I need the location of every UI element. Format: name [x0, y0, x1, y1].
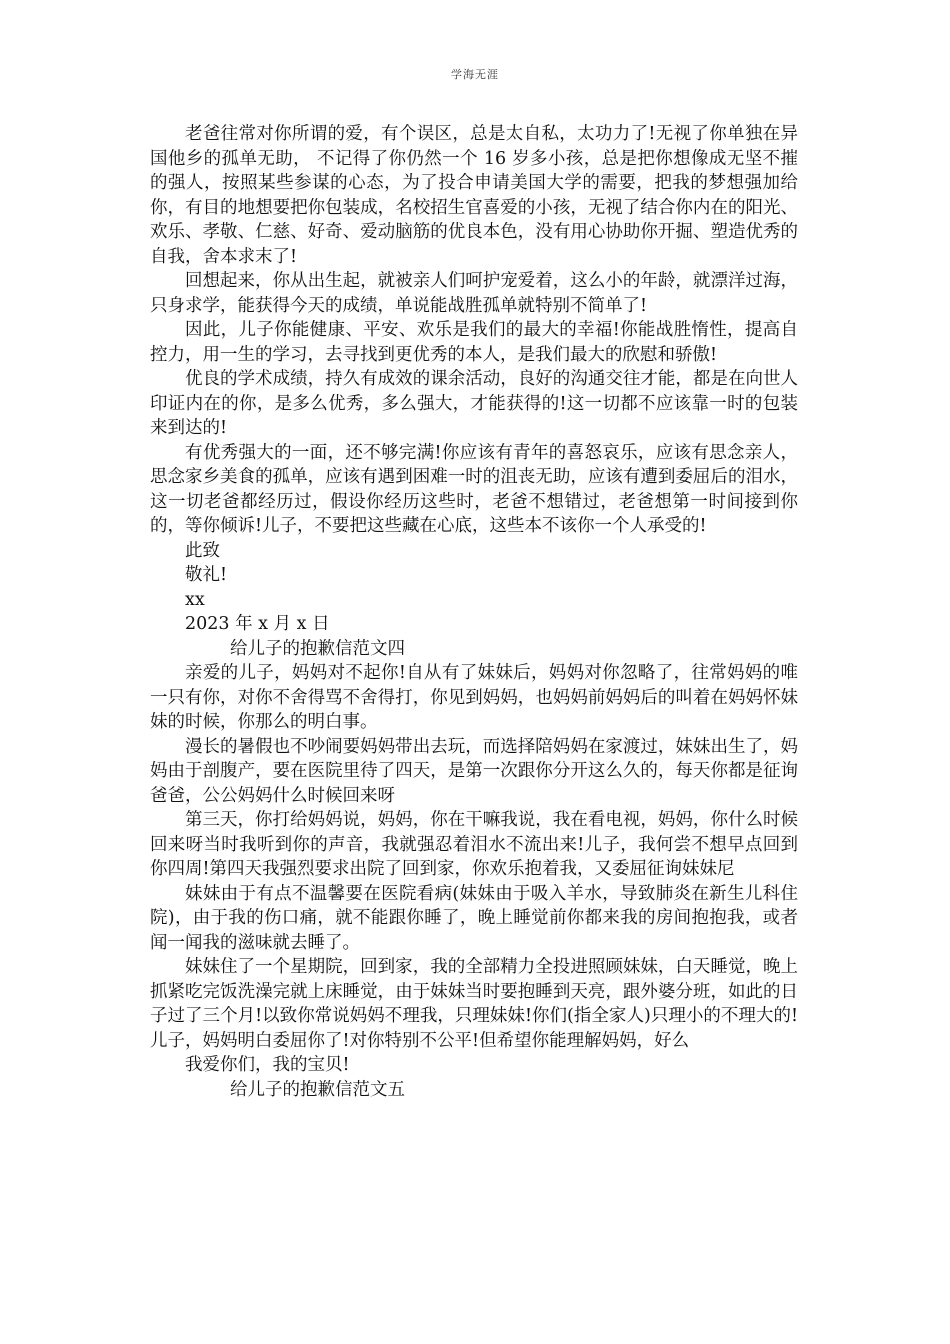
paragraph: 老爸往常对你所谓的爱，有个误区，总是太自私，太功力了!无视了你单独在异国他乡的孤单无助， 不记得了你仍然一个 16 岁多小孩，总是把你想像成无坚不摧的强人，按照某些参谋的心态，为了投合申请美国大学的需要，把我的梦想强加给你，有目的地想要把你包装成，名校招生官喜爱的小孩，无视了结合你内在的阳光、欢乐、孝敬、仁慈、好奇、爱动脑筋的优良本色，没有用心协助你开掘、塑造优秀的自我，舍本求末了! — [150, 124, 798, 267]
page-header: 学海无涯 — [451, 68, 499, 81]
paragraph: 优良的学术成绩，持久有成效的课余活动，良好的沟通交往才能，都是在向世人印证内在的你，是多么优秀，多么强大，才能获得的!这一切都不应该靠一时的包装来到达的! — [150, 369, 798, 438]
paragraph: 妹妹由于有点不温馨要在医院看病(妹妹由于吸入羊水，导致肺炎在新生儿科住院)，由于我的伤口痛，就不能跟你睡了，晚上睡觉前你都来我的房间抱抱我，或者闻一闻我的滋味就去睡了。 — [150, 883, 798, 953]
paragraph: 漫长的暑假也不吵闹要妈妈带出去玩，而选择陪妈妈在家渡过，妹妹出生了，妈妈由于剖腹产，要在医院里待了四天，是第一次跟你分开这么久的，每天你都是征询爸爸，公公妈妈什么时候回来呀 — [150, 736, 798, 806]
paragraph: 亲爱的儿子，妈妈对不起你!自从有了妹妹后，妈妈对你忽略了，往常妈妈的唯一只有你，对你不舍得骂不舍得打，你见到妈妈，也妈妈前妈妈后的叫着在妈妈怀妹妹的时候，你那么的明白事。 — [150, 663, 798, 732]
section-heading: 给儿子的抱歉信范文五 — [230, 1079, 405, 1100]
paragraph: 我爱你们，我的宝贝! — [185, 1055, 350, 1075]
paragraph: 因此，儿子你能健康、平安、欢乐是我们的最大的幸福!你能战胜惰性，提高自控力，用一生的学习，去寻找到更优秀的本人，是我们最大的欣慰和骄傲! — [150, 320, 798, 365]
letter-date: 2023 年 x 月 x 日 — [185, 614, 330, 634]
letter-signature: xx — [185, 589, 205, 610]
document-body — [150, 122, 798, 1102]
letter-salute: 敬礼! — [185, 565, 228, 585]
letter-closing: 此致 — [185, 540, 220, 561]
paragraph: 妹妹住了一个星期院，回到家，我的全部精力全投进照顾妹妹，白天睡觉，晚上抓紧吃完饭洗澡完就上床睡觉，由于妹妹当时要抱睡到天亮，跟外婆分班，如此的日子过了三个月!以致你常说妈妈不理我，只理妹妹!你们(指全家人)只理小的不理大的!儿子，妈妈明白委屈你了!对你特别不公平!但希望你能理解妈妈，好么 — [150, 957, 798, 1051]
section-heading: 给儿子的抱歉信范文四 — [230, 638, 405, 659]
paragraph: 第三天，你打给妈妈说，妈妈，你在干嘛我说，我在看电视，妈妈，你什么时候回来呀当时我听到你的声音，我就强忍着泪水不流出来!儿子，我何尝不想早点回到你四周!第四天我强烈要求出院了回到家，你欢乐抱着我，又委屈征询妹妹尼 — [150, 810, 798, 879]
paragraph: 回想起来，你从出生起，就被亲人们呵护宠爱着，这么小的年龄，就漂洋过海，只身求学，能获得今天的成绩，单说能战胜孤单就特别不简单了! — [150, 271, 798, 316]
paragraph: 有优秀强大的一面，还不够完满!你应该有青年的喜怒哀乐，应该有思念亲人，思念家乡美食的孤单，应该有遇到困难一时的沮丧无助，应该有遭到委屈后的泪水，这一切老爸都经历过，假设你经历这些时，老爸不想错过，老爸想第一时间接到你的，等你倾诉!儿子，不要把这些藏在心底，这些本不该你一个人承受的! — [150, 442, 798, 536]
